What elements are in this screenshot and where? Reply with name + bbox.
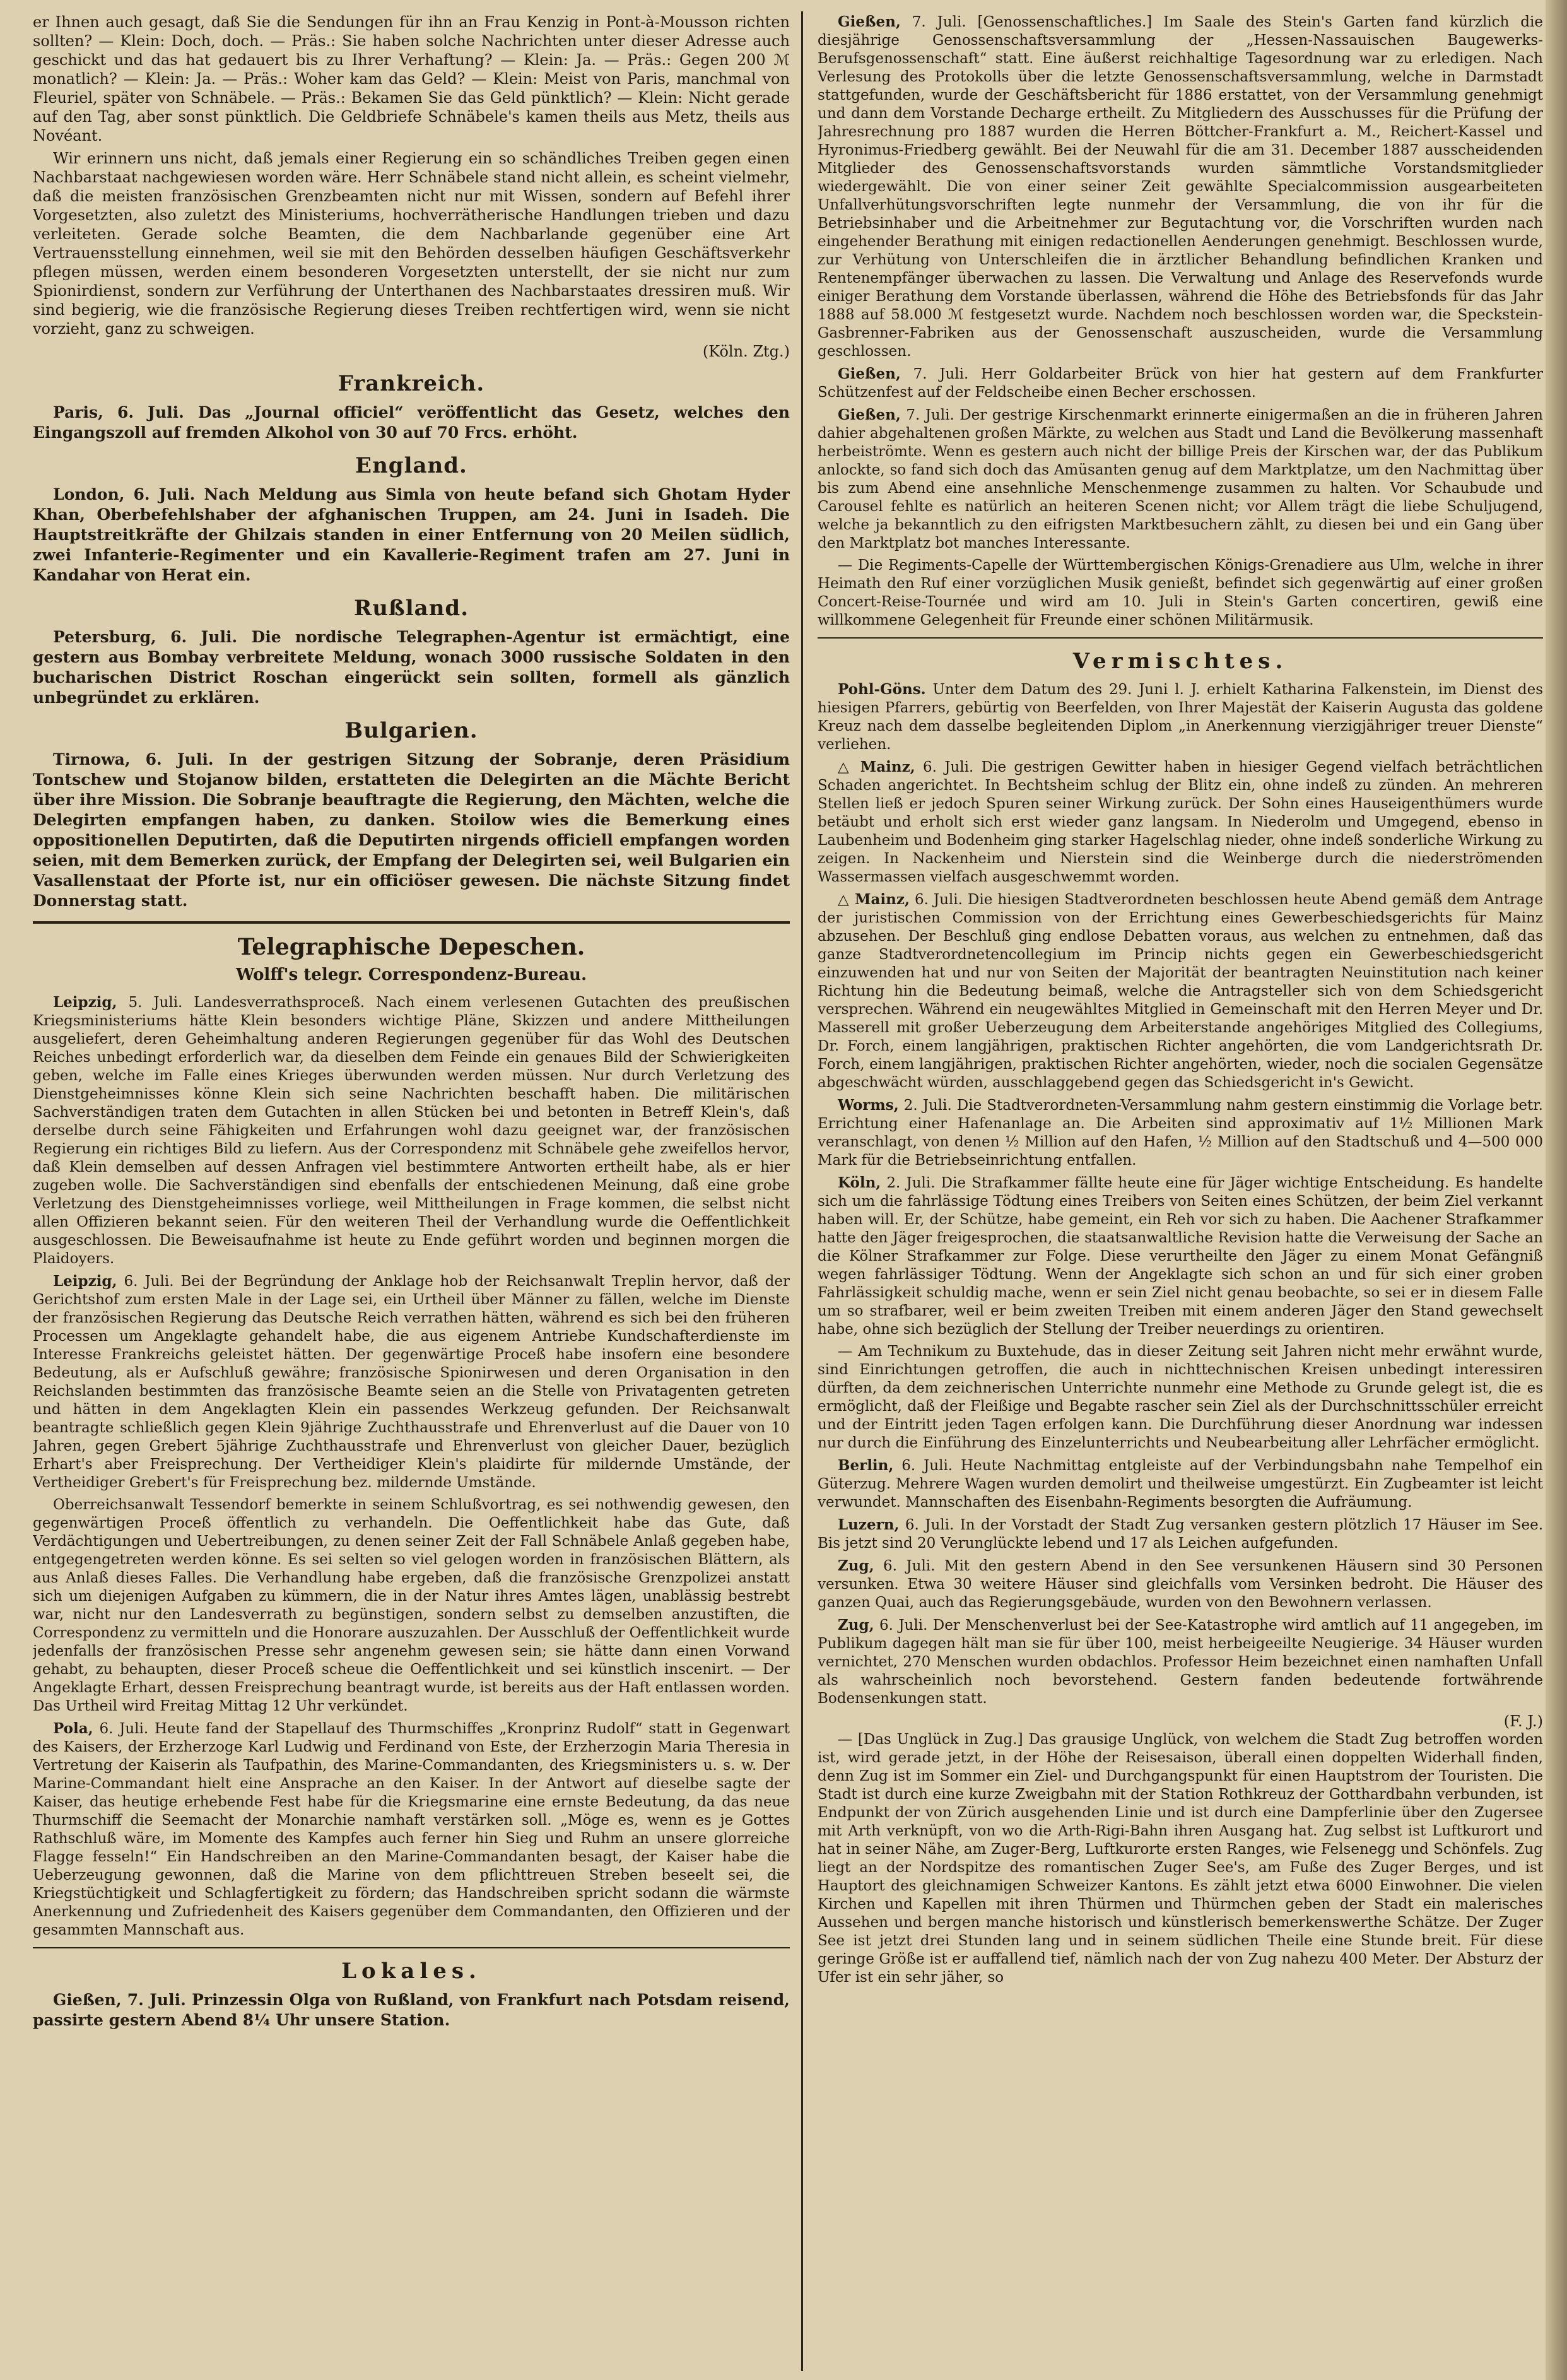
text-petersburg: 6. Juli. Die nordische Telegraphen-Agentur ist ermächtigt, eine gestern aus Bombay verbreitete Meldung, wonach 3000 russische Soldaten in den bucharischen District Roschan eingerückt sein sollten, formell als gänzlich unbegründet zu erklären. — [33, 628, 790, 707]
article-leipzig-1 — [33, 993, 790, 1268]
text-giessen-goldarbeiter: 7. Juli. Herr Goldarbeiter Brück von hier hat gestern auf dem Frankfurter Schützenfest auf der Feldscheibe einen Becher erschossen. — [818, 366, 1543, 401]
article-mainz-2 — [818, 890, 1543, 1092]
dateline-mainz-1: △ Mainz, — [838, 758, 915, 775]
dateline-giessen-kirschen: Gießen, — [838, 406, 901, 423]
heading-bulgarien: Bulgarien. — [344, 718, 478, 743]
article-worms — [818, 1096, 1543, 1170]
text-koeln: 2. Juli. Die Strafkammer fällte heute eine für Jäger wichtige Entscheidung. Es handelte sich um die fahrlässige Tödtung eines Treibers von Seiten eines Schützen, der beim Ziel verkannt haben will. Er, der Schütze, habe gemeint, ein Reh vor sich zu haben. Die Aachener Strafkammer hatte den Jäger freigesprochen, die staatsanwaltliche Revision hatte die Verweisung der Sache an die Kölner Strafkammer zur Folge. Diese verurtheilte den Jäger zu einem Monat Gefängniß wegen fahrlässiger Tödtung. Wenn der Angeklagte sich schon an und für sich einer groben Fahrlässigkeit schuldig mache, wenn er sein Ziel nicht genau beobachte, so sei er in diesem Falle um so strafbarer, weil er beim zweiten Treiben mit einem anderen Jäger den Stand gewechselt habe, ohne sich bezüglich der Stellung der Treiber neuerdings zu orientiren. — [818, 1175, 1543, 1338]
dateline-zug-1: Zug, — [838, 1557, 874, 1574]
intro-source: (Köln. Ztg.) — [702, 343, 790, 360]
article-koeln — [818, 1174, 1543, 1339]
heading-vermischtes: Vermischtes. — [1072, 649, 1288, 674]
dateline-giessen-goldarbeiter: Gießen, — [838, 365, 901, 382]
dateline-leipzig-1: Leipzig, — [53, 994, 117, 1011]
text-giessen-kirschen: 7. Juli. Der gestrige Kirschenmarkt erinnerte einigermaßen an die in früheren Jahren dahier abgehaltenen großen Märkte, zu welchen aus Stadt und Land die Bevölkerung massenhaft herbeiströmte. Wenn es gestern auch nicht der billige Preis der Kirschen war, der das Publikum anlockte, so fand sich doch das Amüsanten genug auf dem Marktplatze, um den Nachmittag über bis zum Abend eine ansehnliche Menschenmenge zusammen zu halten. Vor Schaubude und Carousel fehlte es natürlich an heiteren Scenen nicht; vor Allem trägt die liebe Schuljugend, welche ja bekanntlich zu den eifrigsten Marktbesuchern zählt, zu diesen bei und ein Gang über den Marktplatz bot manches Interessante. — [818, 407, 1543, 551]
article-tirnowa — [33, 750, 790, 911]
dateline-mainz-2: △ Mainz, — [838, 891, 910, 908]
text-berlin: 6. Juli. Heute Nachmittag entgleiste auf der Verbindungsbahn nahe Tempelhof ein Güterzug. Mehrere Wagen wurden demolirt und theilweise umgestürzt. Ein Zugbeamter ist leicht verwundet. Mannschaften des Eisenbahn-Regiments besorgten die Aufräumung. — [818, 1458, 1543, 1511]
text-leipzig-2: 6. Juli. Bei der Begründung der Anklage hob der Reichsanwalt Treplin hervor, daß der Gerichtshof zum ersten Male in der Lage sei, ein Urtheil über Männer zu fällen, welche im Dienste der französischen Regierung das Deutsche Reich verrathen hätten, während es sich bei den früheren Processen um Angeklagte gehandelt habe, die aus eigenem Antriebe Kundschafterdienste im Interesse Frankreichs geleistet hätten. Der gegenwärtige Proceß habe insofern eine besondere Bedeutung, als er Aufschluß gewähre; französische Spionirwesen und deren Organisation in den Reichslanden bestimmten das französische Beamte seien an die Stelle von Privatagenten getreten und hätten in dem Angeklagten Klein ein passendes Werkzeug gefunden. Der Reichsanwalt beantragte schließlich gegen Klein 9jährige Zuchthausstrafe und Ehrenverlust auf die Dauer von 10 Jahren, gegen Grebert 5jährige Zuchthausstrafe und Ehrenverlust von gleicher Dauer, bezüglich Erhart's aber Freisprechung. Der Vertheidiger Klein's plaidirte für mildernde Umstände, der Vertheidiger Grebert's für Freisprechung bez. mildernde Umstände. — [33, 1273, 790, 1491]
text-giessen-olga: 7. Juli. Prinzessin Olga von Rußland, von Frankfurt nach Potsdam reisend, passirte gestern Abend 8¼ Uhr unsere Station. — [33, 1991, 790, 2029]
dateline-leipzig-2: Leipzig, — [53, 1273, 117, 1290]
intro-paragraph-1: er Ihnen auch gesagt, daß Sie die Sendungen für ihn an Frau Kenzig in Pont-à-Mousson richten sollten? — Klein: Doch, doch. — Präs.: Sie haben solche Nachrichten unter dieser Adresse auch geschickt und das hat gedauert bis zu Ihrer Verhaftung? — Klein: Ja. — Präs.: Gegen 200 ℳ monatlich? — Klein: Ja. — Präs.: Woher kam das Geld? — Klein: Meist von Paris, manchmal von Fleuriel, später von Schnäbele. — Präs.: Bekamen Sie das Geld pünktlich? — Klein: Nicht gerade auf den Tag, aber sonst pünktlich. Die Geldbriefe Schnäbele's kamen theils aus Metz, theils aus Novéant. — [33, 13, 790, 144]
text-tirnowa: 6. Juli. In der gestrigen Sitzung der Sobranje, deren Präsidium Tontschew und Stojanow bilden, erstatteten die Delegirten an die Mächte Bericht über ihre Mission. Die Sobranje beauftragte die Regierung, den Mächten, welche die Delegirten empfangen haben, zu danken. Stoilow wies die Bemerkung eines oppositionellen Deputirten, daß die Deputirten nirgends officiell empfangen worden seien, mit dem Bemerken zurück, der Empfang der Delegirten sei, weil Bulgarien ein Vasallenstaat der Pforte ist, nur ein officiöser gewesen. Die nächste Sitzung findet Donnerstag statt. — [33, 750, 790, 910]
dateline-berlin: Berlin, — [838, 1457, 894, 1474]
text-zug-1: 6. Juli. Mit den gestern Abend in den See versunkenen Häusern sind 30 Personen versunken. Etwa 30 weitere Häuser sind gleichfalls vom Versinken bedroht. Die Häuser des ganzen Quai, auch das Regierungsgebäude, wurden von den Bewohnern verlassen. — [818, 1558, 1543, 1611]
article-tessendorf: Oberreichsanwalt Tessendorf bemerkte in seinem Schlußvortrag, es sei nothwendig gewesen, den gegenwärtigen Proceß öffentlich zu verhandeln. Die Oeffentlichkeit habe das Gute, daß Verdächtigungen und Uebertreibungen, zu denen seiner Zeit der Fall Schnäbele Anlaß gegeben habe, entgegengetreten werden könne. Es sei selten so viel gelogen worden in französischen Blättern, als aus Anlaß dieses Falles. Die Verhandlung habe ergeben, daß die französische Grenzpolizei anstatt sich um diejenigen Aufgaben zu kümmern, die in der Natur ihres Amtes lägen, unablässig bestrebt war, nicht nur den Landesverrath zu begünstigen, sondern selbst zu demselben anzustiften, die Correspondenz zu vermitteln und die Honorare auszuzahlen. Der Ausschluß der Oeffentlichkeit wurde jedenfalls der französischen Presse sehr angenehm gewesen sein; sie hätte dann einen Vorwand gehabt, zu behaupten, dieser Proceß scheue die Oeffentlichkeit und sei künstlich inscenirt. — Der Angeklagte Erhart, dessen Freisprechung beantragt wurde, ist bereits aus der Haft entlassen worden. Das Urtheil wird Freitag Mittag 12 Uhr verkündet. — [33, 1497, 790, 1714]
dateline-giessen-genossen: Gießen, — [838, 13, 901, 30]
article-pola — [33, 1719, 790, 1940]
divider-telegraph — [33, 921, 790, 924]
heading-frankreich: Frankreich. — [337, 371, 485, 396]
article-mainz-1 — [818, 758, 1543, 887]
dateline-petersburg: Petersburg, — [53, 628, 156, 646]
article-petersburg — [33, 627, 790, 708]
text-zug-2: 6. Juli. Der Menschenverlust bei der See-Katastrophe wird amtlich auf 11 angegeben, im Publikum dagegen hält man sie für über 100, meist herbeigeeilte Neugierige. 34 Häuser wurden vernichtet, 270 Menschen wurden obdachlos. Professor Heim bezeichnet einen namhaften Unfall als wahrscheinlich noch bevorstehend. Gestern fanden bedeutende fortwährende Bodensenkungen statt. — [818, 1617, 1543, 1707]
article-paris — [33, 403, 790, 443]
article-london — [33, 485, 790, 586]
text-london: 6. Juli. Nach Meldung aus Simla von heute befand sich Ghotam Hyder Khan, Oberbefehlshaber der afghanischen Truppen, am 24. Juni in Isadeh. Die Hauptstreitkräfte der Ghilzais standen in einer Entfernung von 20 Meilen südlich, zwei Infanterie-Regimenter und ein Kavallerie-Regiment trafen am 27. Juni in Kandahar von Herat ein. — [33, 485, 790, 584]
intro-paragraph-2: Wir erinnern uns nicht, daß jemals einer Regierung ein so schändliches Treiben gegen einen Nachbarstaat nachgewiesen worden wäre. Herr Schnäbele stand nicht allein, es scheint vielmehr, daß die meisten französischen Grenzbeamten nicht nur mit Wissen, sondern auf Befehl ihrer Vorgesetzten, also zuletzt des Ministeriums, hochverrätherische Handlungen trieben und dazu verleiteten. Gerade solche Beamten, die dem Nachbarlande gegenüber eine Art Vertrauensstellung einnehmen, weil sie mit den Behörden desselben häufigen Geschäftsverkehr pflegen müssen, werden einem besonderen Vorgesetzten unterstellt, der sie nicht nur zum Spionirdienst, sondern zur Verführung der Unterthanen des Nachbarstaates dressiren muß. Wir sind begierig, wie die französische Regierung dieses Treiben rechtfertigen wird, wenn sie nicht vorzieht, ganz zu schweigen. — [33, 150, 790, 338]
column-rule — [801, 11, 803, 2371]
article-buxtehude: — Am Technikum zu Buxtehude, das in dieser Zeitung seit Jahren nicht mehr erwähnt wurde, sind Einrichtungen getroffen, die auch in nichttechnischen Kreisen unbedingt interessiren dürften, da dem zeichnerischen Unterrichte nunmehr eine Methode zu Grunde gelegt ist, die es ermöglicht, daß der Fleißige und Begabte rascher sein Ziel als der Durchschnittsschüler erreicht und der Eintritt jeden Tagen erfolgen kann. Die Durchführung dieser Anordnung war indessen nur durch die Einführung des Einzelunterrichts und Neubearbeitung aller Lehrfächer ermöglicht. — [818, 1343, 1543, 1451]
text-mainz-1: 6. Juli. Die gestrigen Gewitter haben in hiesiger Gegend vielfach beträchtlichen Schaden angerichtet. In Bechtsheim schlug der Blitz ein, ohne indeß zu zünden. An mehreren Stellen ließ er jedoch Spuren seiner Wirkung zurück. Der Sohn eines Hauseigenthümers wurde betäubt und erholt sich erst wieder ganz langsam. In Niederolm und Umgegend, ebenso in Laubenheim und Bodenheim ging starker Hagelschlag nieder, ohne indeß sonderliche Wirkung zu zeigen. In Nackenheim und Nierstein sind die Weinberge durch die niederströmenden Wassermassen vielfach ausgeschwemmt worden. — [818, 759, 1543, 885]
dateline-worms: Worms, — [838, 1097, 899, 1114]
text-mainz-2: 6. Juli. Die hiesigen Stadtverordneten beschlossen heute Abend gemäß dem Antrage der juristischen Commission von der Errichtung eines Gewerbeschiedsgerichts für Mainz abzusehen. Der Beschluß ging endlose Debatten voraus, aus welchen zu entnehmen, daß das ganze Stadtverordnetencollegium im Princip nichts gegen ein Gewerbeschiedsgericht einzuwenden hat und nur von Seiten der Majorität der beantragten Neuinstitution nach keiner Richtung hin die Bedeutung beimaß, welche die Antragsteller sich von dem Schiedsgericht versprechen. Während ein neugewähltes Mitglied in Gemeinschaft mit den Herren Meyer und Dr. Masserell mit großer Ueberzeugung dem Arbeiterstande angehöriges Mitglied des Collegiums, Dr. Forch, einem langjährigen, praktischen Richter angehörten, die vom Landgerichtsrath Dr. Forch, einem langjährigen, praktischen Richter angehörten, wieder, noch die socialen Gegensätze abgeschwächt würden, ausschlaggebend gegen das Schiedsgericht in's Gewicht. — [818, 892, 1543, 1091]
divider-vermischtes — [818, 637, 1543, 639]
dateline-giessen-olga: Gießen, — [53, 1991, 122, 2009]
article-regiments-capelle: — Die Regiments-Capelle der Württembergischen Königs-Grenadiere aus Ulm, welche in ihrer Heimath den Ruf einer vorzüglichen Musik genießt, befindet sich gegenwärtig auf einer großen Concert-Reise-Tournée und wird am 10. Juli in Stein's Garten concertiren, gewiß eine willkommene Gelegenheit für Freunde einer schönen Militärmusik. — [818, 557, 1543, 628]
article-leipzig-2 — [33, 1272, 790, 1492]
divider-lokales — [33, 1947, 790, 1948]
dateline-london: London, — [53, 485, 125, 504]
article-zug-2 — [818, 1616, 1543, 1708]
text-paris: 6. Juli. Das „Journal officiel“ veröffentlicht das Gesetz, welches den Eingangszoll auf fremden Alkohol von 30 auf 70 Frcs. erhöht. — [33, 403, 790, 442]
dateline-zug-2: Zug, — [838, 1617, 874, 1634]
dateline-paris: Paris, — [53, 403, 103, 421]
text-leipzig-1: 5. Juli. Landesverrathsproceß. Nach einem verlesenen Gutachten des preußischen Kriegsministeriums hätte Klein besonders wichtige Pläne, Skizzen und andere Mittheilungen ausgeliefert, deren Geheimhaltung anderen Regierungen gegenüber für das Wohl des Deutschen Reiches unbedingt erforderlich war, da dieselben dem Feinde ein genaues Bild der Schwierigkeiten geben, welche im Falle eines Krieges überwunden werden müssen. Nur durch Verletzung des Dienstgeheimnisses könne Klein sich seine Nachrichten beschafft haben. Die militärischen Sachverständigen traten dem Gutachten in allen Stücken bei und betonten in Betreff Klein's, daß derselbe durch seine Fähigkeiten und Erfahrungen wohl dazu geeignet war, der französischen Regierung ein richtiges Bild zu liefern. Aus der Correspondenz mit Schnäbele gehe zweifellos hervor, daß Klein demselben auf dessen Anfragen viel bestimmtere Antworten ertheilt habe, als er hier zugeben wolle. Die Sachverständigen sind ebenfalls der entschiedenen Meinung, daß eine grobe Verletzung des Dienstgeheimnisses vorliege, weil Mittheilungen in Frage kommen, die selbst nicht allen Offizieren bekannt seien. Für den weiteren Theil der Verhandlung wurde die Oeffentlichkeit ausgeschlossen. Die Beweisaufnahme ist heute zu Ende geführt worden und beginnen morgen die Plaidoyers. — [33, 994, 790, 1267]
left-column — [33, 13, 790, 2366]
heading-russland: Rußland. — [353, 596, 469, 621]
heading-england: England. — [355, 453, 467, 478]
article-zug-unglueck: — [Das Unglück in Zug.] Das grausige Unglück, von welchem die Stadt Zug betroffen worden ist, wird gerade jetzt, in der Höhe der Reisesaison, überall einen doppelten Widerhall finden, denn Zug ist im Sommer ein Ziel- und Durchgangspunkt für einen Hauptstrom der Touristen. Die Stadt ist durch eine kurze Zweigbahn mit der Station Rothkreuz der Gotthardbahn verbunden, ist Endpunkt der von Zürich ausgehenden Linie und ist durch eine Dampferlinie über den Zugersee mit Arth verknüpft, von wo die Arth-Rigi-Bahn ihren Ausgang hat. Zug selbst ist Luftkurort und hat in seiner Nähe, am Zuger-Berg, Luftkurorte ersten Ranges, wie Felsenegg und Schönfels. Zug liegt an der Nordspitze des romantischen Zuger See's, am Fuße des Zuger Berges, und ist Hauptort des gleichnamigen Schweizer Kantons. Es zählt jetzt etwa 6000 Einwohner. Die vielen Kirchen und Kapellen mit ihren Thürmen und Thürmchen geben der Stadt ein malerisches Aussehen und bergen manche historisch und künstlerisch bemerkenswerthe Schätze. Der Zuger See ist jetzt drei Stunden lang und in seinem südlichen Theile eine Stunde breit. Für diese geringe Größe ist er auffallend tief, nämlich nach der von Zug nahezu 400 Meter. Der Absturz der Ufer ist ein sehr jäher, so — [818, 1731, 1543, 1986]
article-giessen-genossen — [818, 13, 1543, 361]
heading-lokales: Lokales. — [341, 1959, 481, 1984]
article-berlin — [818, 1456, 1543, 1512]
article-giessen-goldarbeiter — [818, 365, 1543, 402]
text-worms: 2. Juli. Die Stadtverordneten-Versammlung nahm gestern einstimmig die Vorlage betr. Errichtung einer Hafenanlage an. Die Arbeiten sind approximativ auf 1½ Millionen Mark veranschlagt, von denen ½ Million auf den Hafen, ½ Million auf den Stadtschuß und 4—500 000 Mark für die Betriebseinrichtung entfallen. — [818, 1097, 1543, 1169]
text-giessen-genossen: 7. Juli. [Genossenschaftliches.] Im Saale des Stein's Garten fand kürzlich die diesjährige Genossenschaftsversammlung der „Hessen-Nassauischen Baugewerks-Berufsgenossenschaft“ statt. Eine äußerst reichhaltige Tagesordnung war zu erledigen. Nach Verlesung des Protokolls über die letzte Genossenschaftsversammlung, welche in Darmstadt stattgefunden, wurde der Geschäftsbericht für 1886 erstattet, von der Versammlung genehmigt und dann dem Vorstande Decharge ertheilt. Zu Mitgliedern des Ausschusses für die Prüfung der Jahresrechnung pro 1887 wurden die Herren Böttcher-Frankfurt a. M., Reichert-Kassel und Hyronimus-Friedberg gewählt. Bei der Neuwahl für die am 31. December 1887 ausscheidenden Mitglieder des Genossenschaftsvorstands wurden sämmtliche Vorstandsmitglieder wiedergewählt. Die von einer seiner Zeit gewählte Specialcommission ausgearbeiteten Unfallverhütungsvorschriften legte nunmehr der Versammlung, die von ihr für die Betriebsinhaber und die Arbeitnehmer zur Begutachtung vor, die Vorschriften wurden nach eingehender Berathung mit einigen redactionellen Aenderungen genehmigt. Beschlossen wurde, zur Verhütung von Unterschleifen die in ärztlicher Behandlung befindlichen Kranken und Rentenempfänger überwachen zu lassen. Die Verwaltung und Anlage des Reservefonds wurde einiger Berathung dem Vorstande überlassen, während die Höhe des Betriebsfonds für das Jahr 1888 auf 58.000 ℳ festgesetzt wurde. Nachdem noch beschlossen worden war, die Speckstein-Gasbrenner-Fabriken aus der Genossenschaft auszuscheiden, wurde die Versammlung geschlossen. — [818, 14, 1543, 360]
text-pola: 6. Juli. Heute fand der Stapellauf des Thurmschiffes „Kronprinz Rudolf“ statt in Gegenwart des Kaisers, der Erzherzoge Karl Ludwig und Ferdinand von Este, der Erzherzogin Maria Theresia in Vertretung der Kaiserin als Taufpathin, des Marine-Commandanten, des Kriegsministers u. s. w. Der Marine-Commandant hielt eine Ansprache an den Kaiser. In der Antwort auf dieselbe sagte der Kaiser, das heutige erhebende Fest habe für die Kriegsmarine eine ernste Bedeutung, da das neue Thurmschiff die Seemacht der Monarchie namhaft verstärken soll. „Möge es, wenn es je Gottes Rathschluß wäre, im Momente des Kampfes auch ferner hin Sieg und Ruhm an unsere glorreiche Flagge fesseln!“ Ein Handschreiben an den Marine-Commandanten besagt, der Kaiser habe die Ueberzeugung gewonnen, daß die Marine von dem pflichttreuen Streben beseelt sei, die Kriegstüchtigkeit und Schlagfertigkeit zu fördern; das Handschreiben spricht sodann die wärmste Anerkennung und Zufriedenheit des Kaisers gegenüber dem Commandanten, den Offizieren und der gesammten Mannschaft aus. — [33, 1721, 790, 1938]
dateline-pohl-goens: Pohl-Göns. — [838, 681, 926, 698]
article-luzern — [818, 1516, 1543, 1553]
dateline-luzern: Luzern, — [838, 1516, 900, 1533]
article-giessen-olga — [33, 1990, 790, 2030]
page-edge — [1546, 0, 1567, 2380]
dateline-koeln: Köln, — [838, 1174, 881, 1191]
article-giessen-kirschen — [818, 406, 1543, 553]
heading-telegraph: Telegraphische Depeschen. — [237, 934, 585, 960]
dateline-pola: Pola, — [53, 1720, 93, 1737]
article-zug-1 — [818, 1557, 1543, 1612]
dateline-tirnowa: Tirnowa, — [53, 750, 131, 769]
text-luzern: 6. Juli. In der Vorstadt der Stadt Zug versanken gestern plötzlich 17 Häuser im See. Bis jetzt sind 20 Verunglückte lebend und 17 als Leichen aufgefunden. — [818, 1517, 1543, 1552]
subheading-wolff: Wolff's telegr. Correspondenz-Bureau. — [236, 965, 587, 984]
zug-source: (F. J.) — [1503, 1712, 1543, 1730]
right-column — [818, 13, 1543, 2366]
text-pohl-goens: Unter dem Datum des 29. Juni l. J. erhielt Katharina Falkenstein, im Dienst des hiesigen Pfarrers, gebürtig von Beerfelden, von Ihrer Majestät der Kaiserin Augusta das goldene Kreuz nach dem dasselbe begleitenden Diplom „in Anerkennung vierzigjähriger treuer Dienste“ verliehen. — [818, 681, 1543, 753]
article-pohl-goens — [818, 680, 1543, 754]
